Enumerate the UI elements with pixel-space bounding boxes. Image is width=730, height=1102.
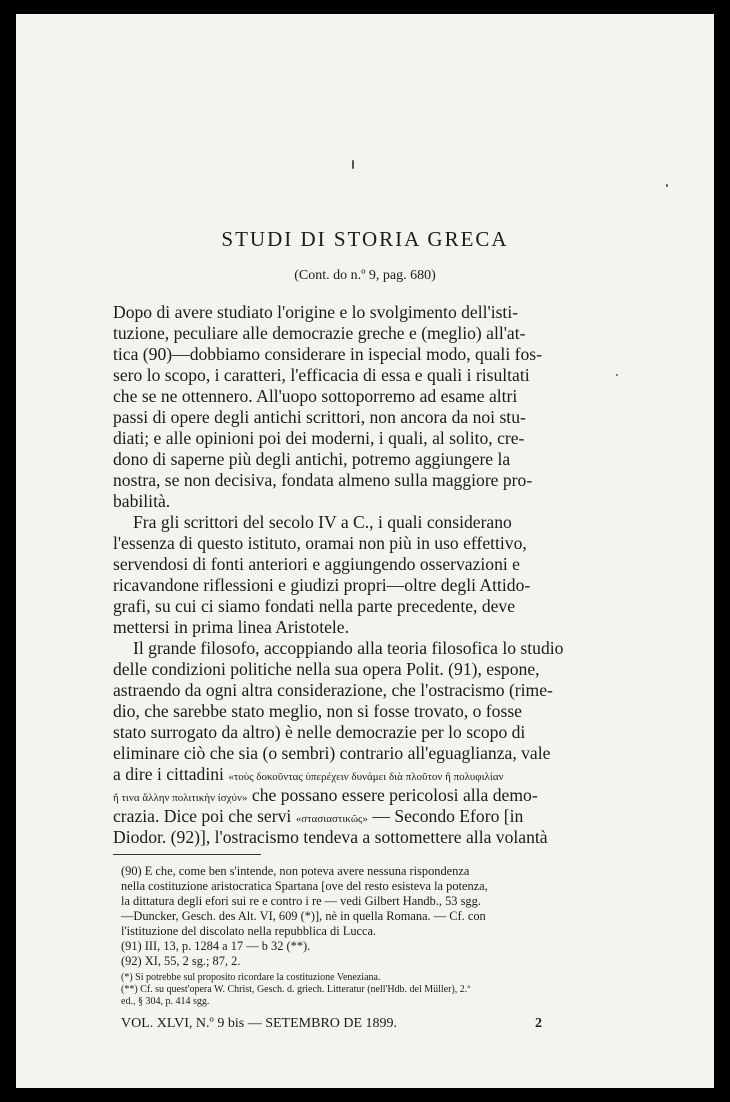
volume-footer: VOL. XLVI, N.º 9 bis — SETEMBRO DE 1899. [121,1016,398,1031]
body-text: che possano essere pericolosi alla demo- [251,785,538,805]
body-line: che se ne ottennero. All'uopo sottoporremo ad esame altri [113,386,518,406]
body-text: a dire i cittadini [113,764,224,784]
footnote-line: —Duncker, Gesch. des Alt. VI, 609 (*)], nè in quella Romana. — Cf. con [121,909,486,923]
body-line [113,806,584,829]
body-line: tica (90)—dobbiamo considerare in ispecial modo, quali fos- [113,344,542,364]
paper-sheet [16,14,714,1088]
subnote-line: ed., § 304, p. 414 sgg. [121,996,210,1007]
body-line: Il grande filosofo, accoppiando alla teoria filosofica lo studio [133,638,564,658]
scan-speck [616,374,618,376]
footnote-line: l'istituzione del discolato nella repubblica di Lucca. [121,924,377,938]
subnote-line: (*) Si potrebbe sul proposito ricordare la costituzione Veneziana. [121,972,381,983]
body-line: l'essenza di questo istituto, oramai non più in uso effettivo, [113,533,527,553]
article-title: STUDI DI STORIA GRECA [221,227,509,251]
footnote-line: la dittatura degli efori sui re e contro i re — vedi Gilbert Handb., 53 sgg. [121,894,481,908]
body-line [113,764,584,787]
body-line: mettersi in prima linea Aristotele. [113,617,349,637]
footnote-line: (90) E che, come ben s'intende, non poteva avere nessuna rispondenza [121,864,470,878]
body-line: dio, che sarebbe stato meglio, non si fosse trovato, o fosse [113,701,522,721]
body-line: Diodor. (92)], l'ostracismo tendeva a sottomettere alla volantà [113,827,548,847]
body-line: grafi, su cui ci siamo fondati nella parte precedente, deve [113,596,516,616]
body-line: Fra gli scrittori del secolo IV a C., i quali considerano [133,512,512,532]
body-text: crazia. Dice poi che servi [113,806,292,826]
body-line: nostra, se non decisiva, fondata almeno sulla maggiore pro- [113,470,533,490]
body-line: ricavandone riflessioni e giudizi propri—oltre degli Attido- [113,575,531,595]
body-line: babilità. [113,491,171,511]
footnote-line: (91) III, 13, p. 1284 a 17 — b 32 (**). [121,939,311,953]
footnote-rule [113,854,261,855]
scan-speck [666,184,668,187]
body-line [113,785,584,808]
body-line: Dopo di avere studiato l'origine e lo svolgimento dell'isti- [113,302,519,322]
signature-mark: 2 [535,1016,542,1031]
body-line: diati; e alle opinioni poi dei moderni, i quali, al solito, cre- [113,428,525,448]
body-line: delle condizioni politiche nella sua opera Polit. (91), espone, [113,659,540,679]
body-line: tuzione, peculiare alle democrazie greche e (meglio) all'at- [113,323,526,343]
body-line: servendosi di fonti anteriori e aggiungendo osservazioni e [113,554,520,574]
body-line: astraendo da ogni altra considerazione, che l'ostracismo (rime- [113,680,553,700]
scan-speck [352,160,354,169]
body-line: eliminare ciò che sia (o sembri) contrario all'eguaglianza, vale [113,743,551,763]
article-subtitle: (Cont. do n.º 9, pag. 680) [294,268,436,283]
body-line: stato surrogato da altro) è nelle democrazie per lo scopo di [113,722,526,742]
greek-quote: ἤ τινα ἄλλην πολιτικὴν ἰσχύν» [113,792,248,804]
greek-quote: «τοὺς δοκοῦντας ὑπερέχειν δυνάμει διὰ πλοῦτον ἢ πολυφιλίαν [228,771,504,783]
body-line: dono di saperne più degli antichi, potremo aggiungere la [113,449,511,469]
footnote-line: nella costituzione aristocratica Spartana [ove del resto esisteva la potenza, [121,879,488,893]
body-text: — Secondo Eforo [in [372,806,524,826]
body-line: passi di opere degli antichi scrittori, non ancora da noi stu- [113,407,526,427]
footnote-line: (92) XI, 55, 2 sg.; 87, 2. [121,954,241,968]
subnote-line: (**) Cf. su quest'opera W. Christ, Gesch. d. griech. Litteratur (nell'Hdb. del Müller), 2.ª [121,984,471,995]
greek-quote: «στασιαστικῶς» [295,813,368,825]
body-line: sero lo scopo, i caratteri, l'efficacia di essa e quali i risultati [113,365,530,385]
